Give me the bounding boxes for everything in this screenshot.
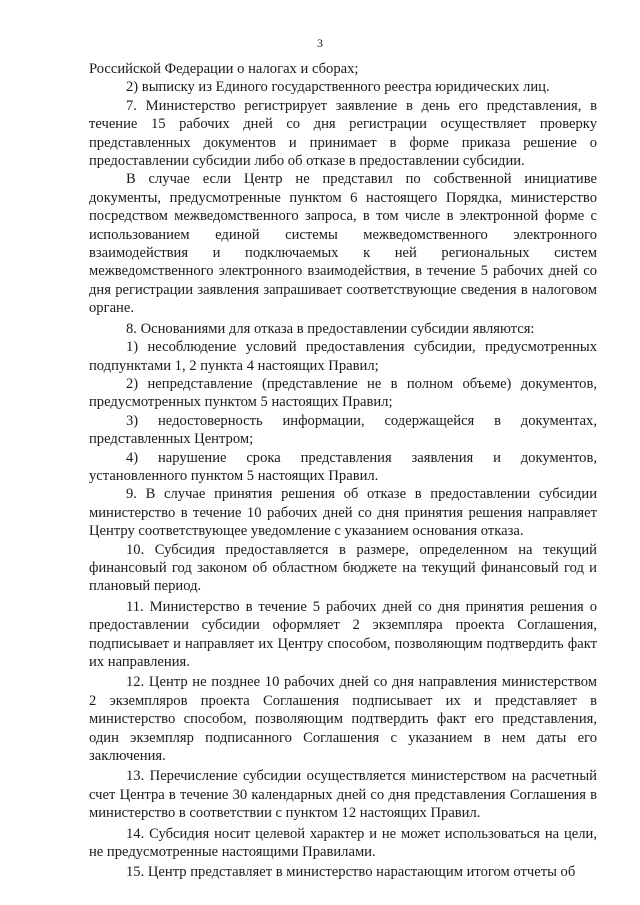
paragraph: 13. Перечисление субсидии осуществляется министерством на расчетный счет Центра в течение 30 календарных дней со дня представления Соглашения в министерство в соответствии с пунктом 12 настоящих Правил. — [89, 768, 597, 822]
paragraph: 12. Центр не позднее 10 рабочих дней со дня направления министерством 2 экземпляров проекта Соглашения подписывает их и представляет в министерство способом, позволяющим подтвердить факт его представления, один экземпляр подписанного Соглашения с указанием в нем даты его заключения. — [89, 674, 597, 765]
paragraph: 7. Министерство регистрирует заявление в день его представления, в течение 15 рабочих дней со дня регистрации осуществляет проверку представленных документов и принимает в форме приказа решение о предоставлении субсидии либо об отказе в предоставлении субсидии. — [89, 97, 597, 170]
paragraph: 2) непредставление (представление не в полном объеме) документов, предусмотренных пунктом 5 настоящих Правил; — [89, 375, 597, 411]
paragraph: 8. Основаниями для отказа в предоставлении субсидии являются: — [126, 320, 535, 337]
paragraph: 11. Министерство в течение 5 рабочих дней со дня принятия решения о предоставлении субсидии оформляет 2 экземпляра проекта Соглашения, подписывает и направляет их Центру способом, позволяющим подтвердить факт их направления. — [89, 598, 597, 670]
paragraph: 10. Субсидия предоставляется в размере, определенном на текущий финансовый год законом об областном бюджете на текущий финансовый год и плановый период. — [89, 541, 597, 595]
page-number: 3 — [317, 36, 323, 50]
paragraph: 4) нарушение срока представления заявления и документов, установленного пунктом 5 настоящих Правил. — [89, 449, 597, 484]
paragraph: 2) выписку из Единого государственного реестра юридических лиц. — [126, 79, 550, 96]
paragraph: 14. Субсидия носит целевой характер и не может использоваться на цели, не предусмотренные настоящими Правилами. — [89, 825, 597, 861]
paragraph: В случае если Центр не представил по собственной инициативе документы, предусмотренные пунктом 6 настоящего Порядка, министерство посредством межведомственного запроса, в том числе в электронной форме с использованием единой системы межведомственного электронного взаимодействия и подключаемых к ней региональных систем межведомственного электронного взаимодействия, в течение 5 рабочих дней со дня регистрации заявления запрашивает соответствующие сведения в налоговом органе. — [89, 171, 597, 317]
paragraph: 1) несоблюдение условий предоставления субсидии, предусмотренных подпунктами 1, 2 пункта 4 настоящих Правил; — [89, 339, 597, 374]
paragraph: 9. В случае принятия решения об отказе в предоставлении субсидии министерство в течение 10 рабочих дней со дня принятия решения направляет Центру соответствующее уведомление с указанием основания отказа. — [89, 486, 597, 540]
paragraph: 15. Центр представляет в министерство нарастающим итогом отчеты об — [126, 864, 576, 881]
paragraph: Российской Федерации о налогах и сборах; — [89, 61, 359, 77]
paragraph: 3) недостоверность информации, содержащейся в документах, представленных Центром; — [89, 412, 597, 448]
document-body — [89, 60, 597, 882]
